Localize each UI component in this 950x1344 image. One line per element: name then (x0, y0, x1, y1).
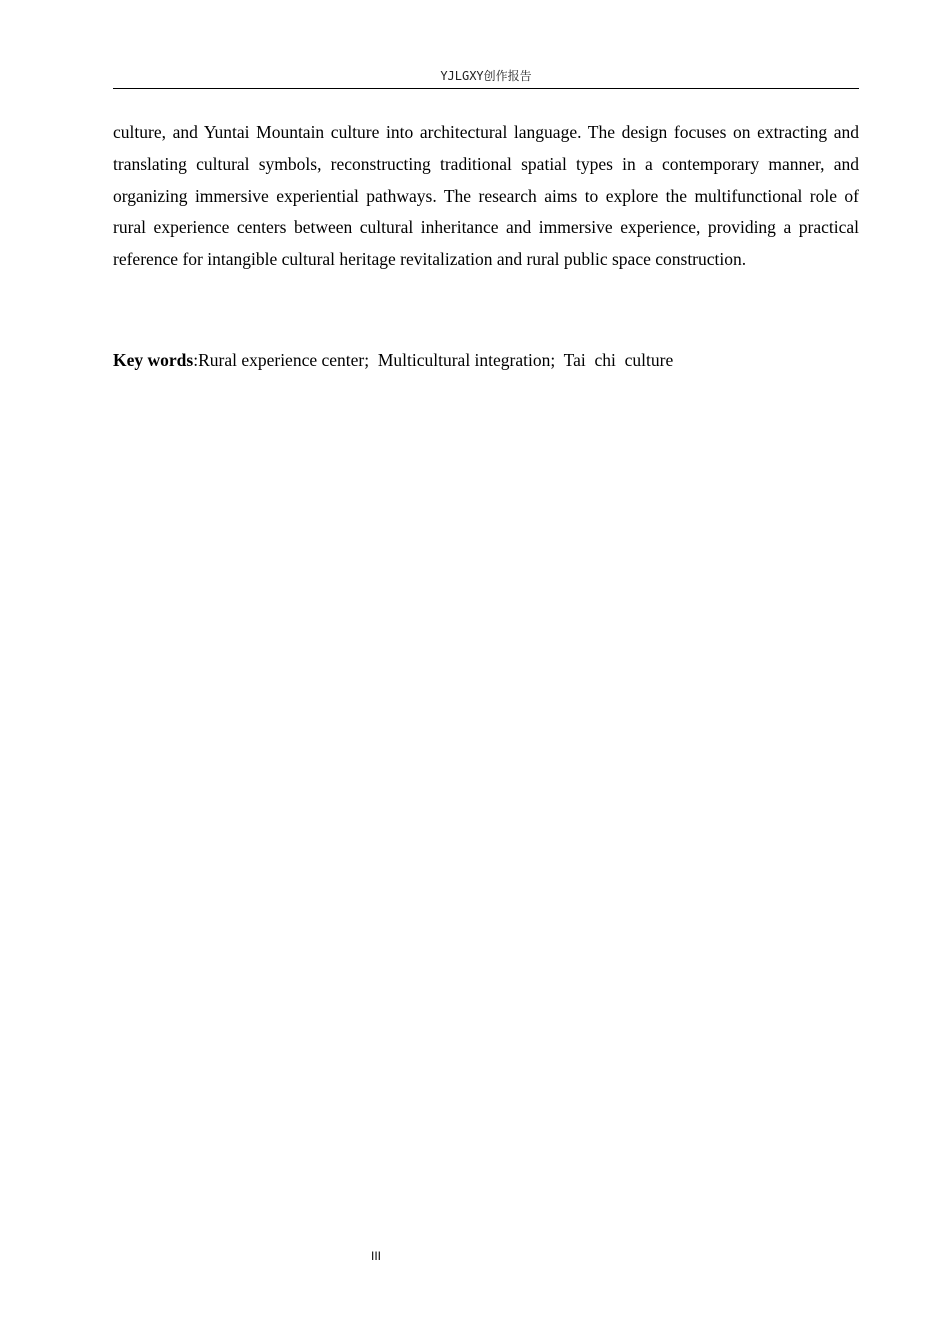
page-header (113, 66, 859, 89)
header-text: YJLGXY创作报告 (440, 69, 532, 83)
keywords-separator: : (193, 350, 199, 370)
keywords-text: Rural experience center; Multicultural integration; Tai chi culture (198, 350, 674, 370)
page-number: III (371, 1249, 382, 1263)
keywords-line (113, 345, 859, 375)
keywords-label: Key words (113, 350, 194, 370)
abstract-paragraph: culture, and Yuntai Mountain culture into architectural language. The design focuses on extracting and translating cultural symbols, reconstructing traditional spatial types in a contemporary manner, and organizing immersive experiential pathways. The research aims to explore the multifunctional role of rural experience centers between cultural inheritance and immersive experience, providing a practical reference for intangible cultural heritage revitalization and rural public space construction. (113, 122, 859, 270)
